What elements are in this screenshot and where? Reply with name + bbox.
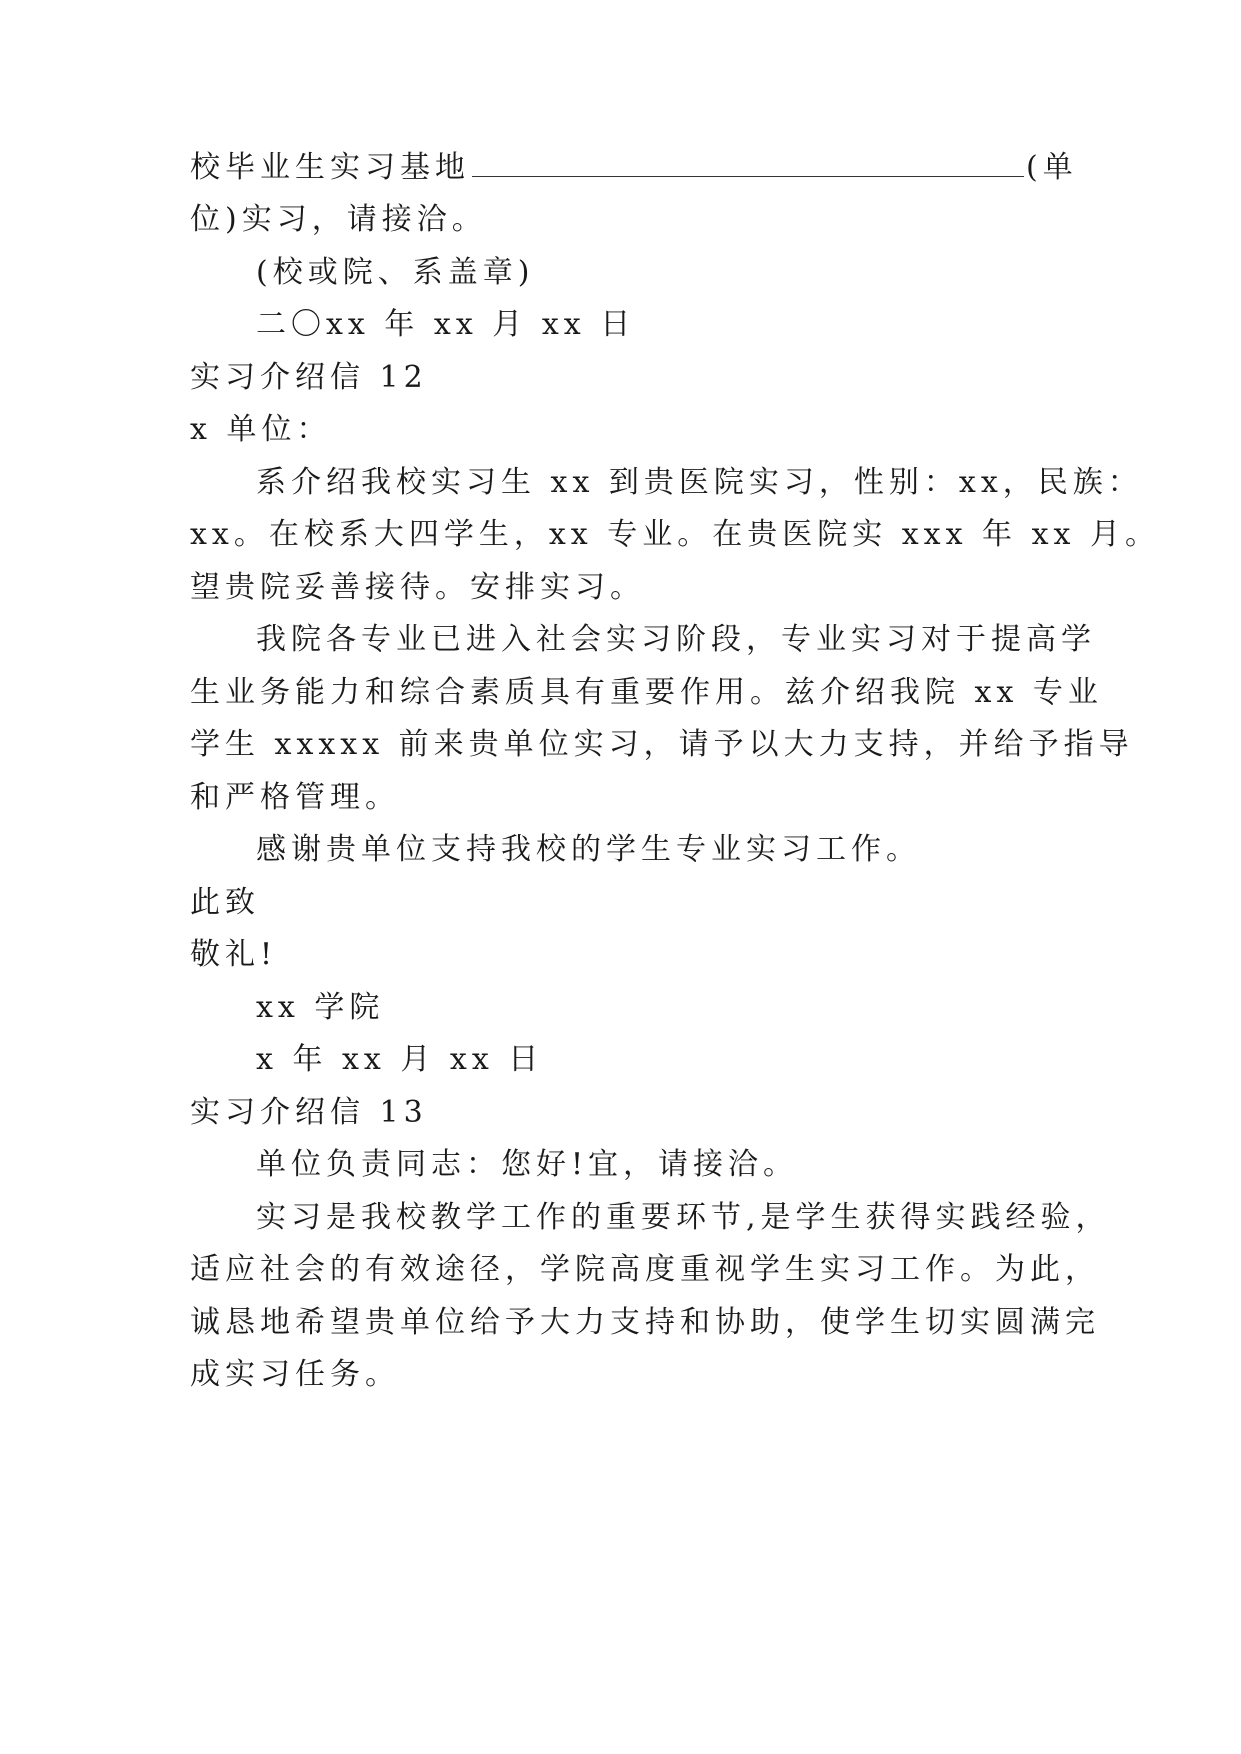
letter11-line1-end: (单 (1026, 150, 1078, 185)
letter12-p2-line4: 和严格管理。 (190, 780, 400, 815)
letter13-p2-line4: 成实习任务。 (190, 1357, 400, 1392)
letter12-p2-line3: 学生 xxxxx 前来贵单位实习，请予以大力支持，并给予指导 (190, 727, 1134, 762)
letter12-date: x 年 xx 月 xx 日 (256, 1042, 544, 1077)
letter13-p2-line2: 适应社会的有效途径，学院高度重视学生实习工作。为此， (190, 1252, 1100, 1287)
letter12-p3: 感谢贵单位支持我校的学生专业实习工作。 (256, 832, 921, 867)
letter11-line1 (190, 148, 1078, 188)
letter12-title: 实习介绍信 12 (190, 360, 428, 395)
letter11-date: 二〇xx 年 xx 月 xx 日 (256, 307, 636, 342)
letter12-salutation: x 单位： (190, 412, 332, 447)
letter13-p1: 单位负责同志：您好!宜，请接洽。 (256, 1147, 799, 1182)
letter11-line2: 位)实习，请接洽。 (190, 202, 487, 237)
letter12-closing-1: 此致 (190, 885, 260, 920)
letter12-p2-line1: 我院各专业已进入社会实习阶段，专业实习对于提高学 (256, 622, 1096, 657)
letter12-p2-line2: 生业务能力和综合素质具有重要作用。兹介绍我院 xx 专业 (190, 675, 1103, 710)
letter12-p1-line2: xx。在校系大四学生，xx 专业。在贵医院实 xxx 年 xx 月。 (190, 517, 1160, 552)
letter12-closing-2: 敬礼! (190, 937, 278, 972)
letter11-seal: (校或院、系盖章) (256, 255, 535, 290)
letter11-line1-text: 校毕业生实习基地 (190, 150, 470, 185)
letter12-p1-line3: 望贵院妥善接待。安排实习。 (190, 570, 645, 605)
letter13-p2-line1: 实习是我校教学工作的重要环节,是学生获得实践经验， (256, 1200, 1111, 1235)
letter13-p2-line3: 诚恳地希望贵单位给予大力支持和协助，使学生切实圆满完 (190, 1305, 1100, 1340)
unit-blank-field (472, 152, 1024, 177)
letter13-title: 实习介绍信 13 (190, 1095, 428, 1130)
letter12-signer: xx 学院 (256, 990, 385, 1025)
letter12-p1-line1: 系介绍我校实习生 xx 到贵医院实习，性别：xx，民族： (256, 465, 1143, 500)
